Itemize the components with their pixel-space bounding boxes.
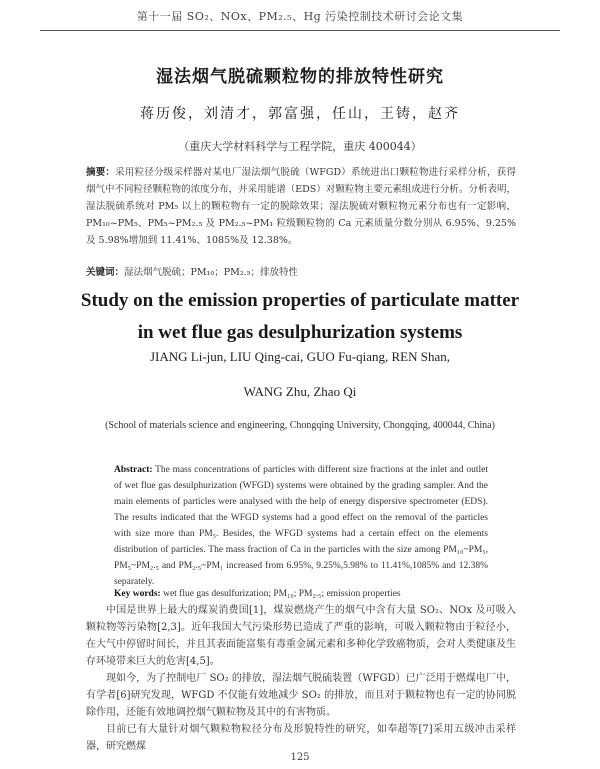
chinese-abstract-text: 采用粒径分级采样器对某电厂湿法烟气脱硫（WFGD）系统进出口颗粒物进行采样分析，获得烟气中不同粒径颗粒物的浓度分布，并采用能谱（EDS）对颗粒物主要元素组成进行分析。分析表明，湿法脱硫系统对 PM₅ 以上的颗粒物有一定的脱除效果；湿法脱硫对颗粒物元素分布也有一定影响，PM₁₀~PM₅、PM₅~PM₂.₅ 及 PM₂.₅~PM₁ 粒级颗粒物的 Ca 元素质量分数分别从 6.95%、9.25%及 5.98%增加到 11.41%、1085%及 12.38%。 <box>86 167 516 246</box>
english-keywords <box>114 589 488 599</box>
body-paragraph-2: 现如今，为了控制电厂 SO₂ 的排放，湿法烟气脱硫装置（WFGD）已广泛用于燃煤电厂中，有学者[6]研究发现，WFGD 不仅能有效地减少 SO₂ 的排放，而且对于颗粒物也有一定的协同脱除作用，还能有效地调控烟气颗粒物及其中的有害物质。 <box>86 673 516 718</box>
english-abstract-text: The mass concentrations of particles with different size fractions at the inlet and outlet of wet flue gas desulphurization (WFGD) systems were obtained by the grading sampler. And the main elements of particles were analysed with the help of energy dispersive spectrometer (EDS). The results indicated that the WFGD systems had a good effect on the removal of the particles with size more than PM₅. Besides, the WFGD systems had a certain effect on the elements distribution of particles. The mass fraction of Ca in the particles with the size among PM₁₀~PM₅, PM₅~PM₂.₅ and PM₂.₅~PM₁ increased from 6.95%, 9.25%,5.98% to 11.41%,1085% and 12.38% separately. <box>114 465 488 587</box>
chinese-keywords-label: 关键词： <box>86 267 125 278</box>
english-abstract <box>114 462 488 590</box>
header-divider <box>40 30 560 31</box>
english-authors-line-2: WANG Zhu, Zhao Qi <box>243 384 357 399</box>
english-keywords-label: Key words: <box>114 589 161 599</box>
english-abstract-label: Abstract: <box>114 465 153 475</box>
chinese-authors: 蒋历俊，刘清才，郭富强，任山，王铸，赵齐 <box>140 106 460 122</box>
body-paragraph-3: 目前已有大量针对烟气颗粒物粒径分布及形貌特性的研究，如奉超等[7]采用五级冲击采样器，研究燃煤 <box>86 724 516 752</box>
english-keywords-text: wet flue gas desulfurization; PM₁₀; PM₂.₅; emission properties <box>163 589 401 599</box>
page-number: 125 <box>290 752 310 763</box>
chinese-abstract-label: 摘要： <box>86 167 116 178</box>
chinese-title: 湿法烟气脱硫颗粒物的排放特性研究 <box>156 67 444 87</box>
chinese-abstract <box>86 164 516 249</box>
chinese-keywords-text: 湿法烟气脱硫；PM₁₀；PM₂.₅；排放特性 <box>124 267 299 278</box>
running-header: 第十一届 SO₂、NOx、PM₂.₅、Hg 污染控制技术研讨会论文集 <box>136 10 464 23</box>
english-authors-line-1: JIANG Li-jun, LIU Qing-cai, GUO Fu-qiang, REN Shan, <box>149 349 451 364</box>
body-paragraph-1: 中国是世界上最大的煤炭消费国[1]，煤炭燃烧产生的烟气中含有大量 SO₂、NOx 及可吸入颗粒物等污染物[2,3]。近年我国大气污染形势已造成了严重的影响，可吸入颗粒物由于粒径小，在大气中停留时间长，并且其表面能富集有毒重金属元素和多种化学致癌物质，会对人类健康及生存环境带来巨大的危害[4,5]。 <box>86 605 516 667</box>
english-title-line-1: Study on the emission properties of particulate matter <box>80 290 520 311</box>
chinese-keywords <box>86 264 516 278</box>
english-title-line-2: in wet flue gas desulphurization systems <box>137 322 463 343</box>
english-affiliation: (School of materials science and engineering, Chongqing University, Chongqing, 400044, China) <box>105 420 495 431</box>
chinese-affiliation: （重庆大学材料科学与工程学院，重庆 400044） <box>178 140 422 153</box>
body-text <box>86 602 516 755</box>
